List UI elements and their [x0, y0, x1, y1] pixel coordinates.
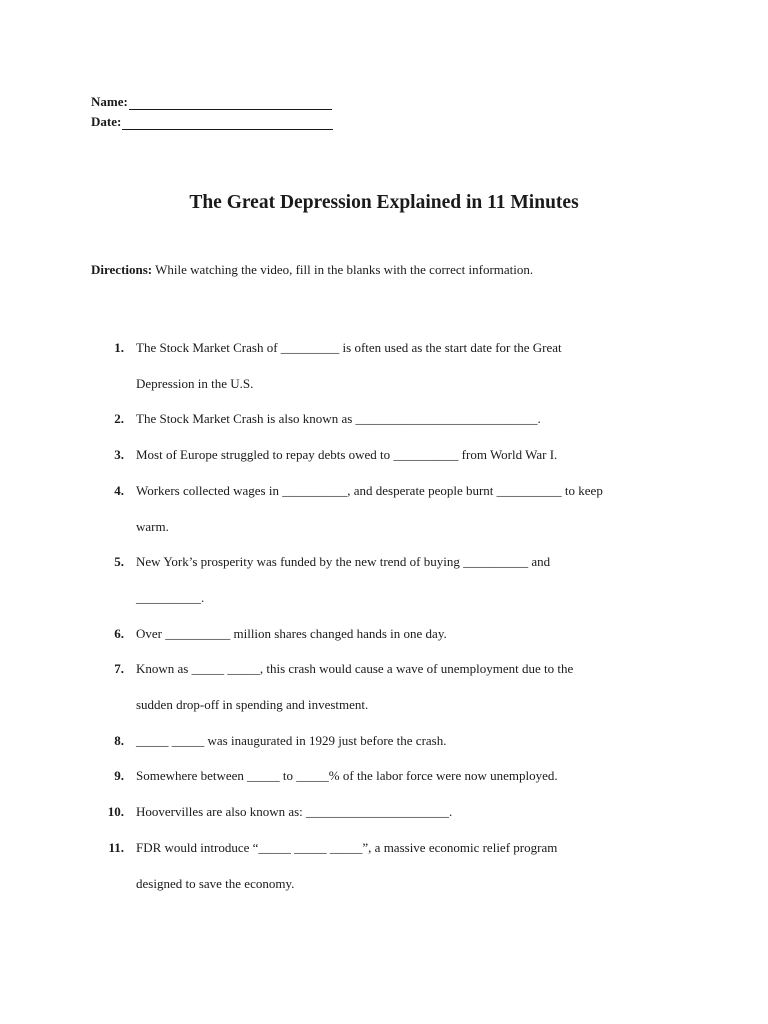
directions-label: Directions: — [91, 262, 153, 277]
date-label: Date: — [91, 114, 122, 129]
date-field — [91, 114, 333, 130]
question-text-line: Depression in the U.S. — [136, 375, 254, 391]
page-title: The Great Depression Explained in 11 Minutes — [189, 192, 579, 213]
question-text-line: Somewhere between _____ to _____% of the labor force were now unemployed. — [136, 768, 558, 784]
question-text-line: Over __________ million shares changed hands in one day. — [136, 625, 447, 641]
question-text-line: The Stock Market Crash of _________ is often used as the start date for the Great — [136, 340, 562, 355]
question-number: 11. — [108, 839, 124, 855]
question-number: 3. — [114, 447, 124, 463]
question-text-line: Workers collected wages in __________, and desperate people burnt __________ to keep — [136, 482, 603, 498]
question-text-line: FDR would introduce “_____ _____ _____”, a massive economic relief program — [136, 839, 558, 855]
question-number: 2. — [114, 411, 124, 427]
question-text-line: designed to save the economy. — [136, 875, 295, 891]
question-text-line: warm. — [136, 518, 169, 534]
question-text-line: Known as _____ _____, this crash would cause a wave of unemployment due to the — [136, 661, 574, 677]
question-text-line: sudden drop-off in spending and investment. — [136, 697, 369, 712]
question-text-line: New York’s prosperity was funded by the new trend of buying __________ and — [136, 554, 551, 570]
question-number: 10. — [107, 804, 124, 820]
question-text-line: Most of Europe struggled to repay debts owed to __________ from World War I. — [136, 447, 558, 463]
question-number: 5. — [114, 554, 124, 570]
directions-text: While watching the video, fill in the blanks with the correct information. — [155, 262, 534, 277]
question-number: 1. — [114, 340, 124, 355]
question-text-line: __________. — [136, 589, 205, 605]
question-number: 9. — [114, 768, 124, 784]
question-number: 8. — [114, 732, 124, 748]
directions — [91, 262, 533, 278]
question-text-line: Hoovervilles are also known as: ______________________. — [136, 804, 453, 820]
name-field — [91, 94, 332, 110]
question-number: 6. — [114, 625, 124, 641]
name-blank-line[interactable] — [129, 96, 332, 110]
name-label: Name: — [91, 94, 128, 109]
question-text-line: The Stock Market Crash is also known as ____________________________. — [136, 411, 541, 427]
question-number: 7. — [114, 661, 124, 677]
question-number: 4. — [114, 482, 124, 498]
question-text-line: _____ _____ was inaugurated in 1929 just before the crash. — [136, 732, 447, 748]
date-blank-line[interactable] — [122, 116, 333, 130]
